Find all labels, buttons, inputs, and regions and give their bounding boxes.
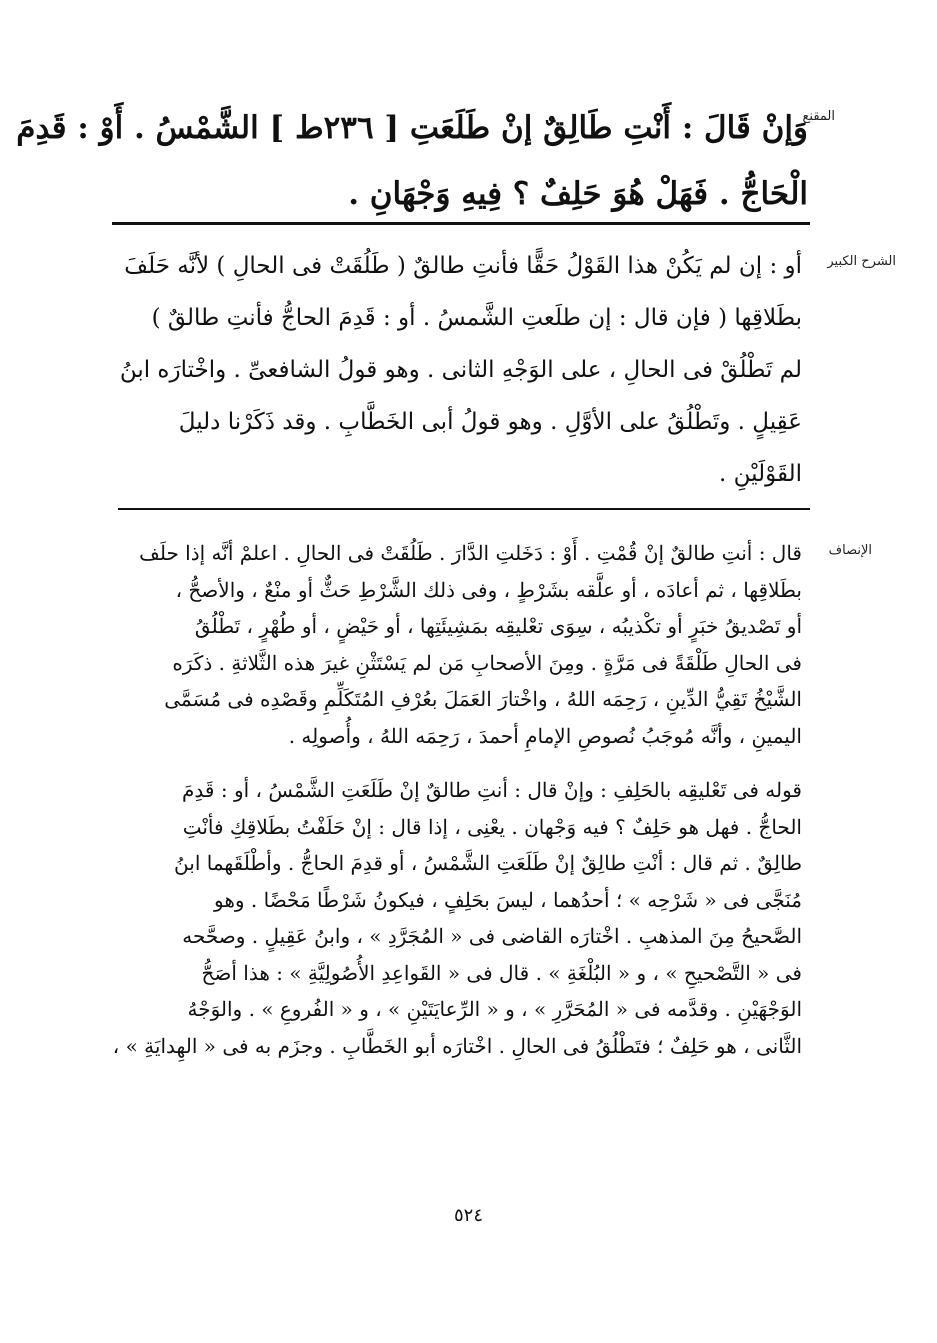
sharh-line: لم تَطْلُقْ فى الحالِ ، على الوَجْهِ الثانى . وهو قولُ الشافعىِّ . واخْتارَه ابنُ bbox=[119, 357, 802, 383]
insaf-line: طالِقٌ . ثم قال : أنْتِ طالِقٌ إنْ طَلَعَتِ الشَّمْسُ ، أو قدِمَ الحاجُّ . وأطْلَقَهما ابنُ bbox=[174, 851, 802, 875]
insaf-line: فى « التَّصْحيحِ » ، و « البُلْغَةِ » . قال فى « القَواعِدِ الأُصُولِيَّةِ » : هذا أصَحُّ bbox=[201, 960, 802, 985]
insaf-line: اليمينِ ، وأنَّه مُوجَبُ نُصوصِ الإمامِ أحمدَ ، رَحِمَه اللهُ ، وأُصولِه . bbox=[288, 723, 802, 748]
sharh-text bbox=[112, 240, 802, 500]
insaf-line: مُنَجَّى فى « شَرْحِه » ؛ أحدُهما ، ليسَ بحَلِفٍ ، فيكونُ شَرْطًا مَحْضًا . وهو bbox=[213, 887, 802, 912]
muqni-text bbox=[16, 95, 808, 227]
sharh-line: القَوْلَيْنِ . bbox=[719, 461, 802, 487]
insaf-line: قال : أنتِ طالقٌ إنْ قُمْتِ . أَوْ : دَخَلتِ الدَّارَ . طَلُقَتْ فى الحالِ . اعلمْ أنَّه إذا حلَف bbox=[139, 541, 802, 565]
insaf-text bbox=[112, 535, 802, 1064]
sharh-line: بطَلاقِها ( فإن قال : إن طلَعتِ الشَّمسُ . أو : قَدِمَ الحاجُّ فأنتِ طالقٌ ) bbox=[151, 305, 802, 331]
sharh-line: أو : إن لم يَكُنْ هذا القَوْلُ حَقًّا فأنتِ طالقٌ ( طَلُقَتْ فى الحالِ ) لأنَّه حَلَفَ bbox=[124, 253, 802, 279]
insaf-line: الثَّانى ، هو حَلِفٌ ؛ فتَطْلُقُ فى الحالِ . اخْتارَه أبو الخَطَّابِ . وجزَم به فى « الهِدايَةِ » ، bbox=[112, 1033, 802, 1058]
insaf-line: فى الحالِ طَلْقَةً فى مَرَّةٍ . ومِنَ الأصحابِ مَن لم يَسْتَثْنِ غيرَ هذه الثَّلاثةِ . ذكَرَه bbox=[172, 650, 802, 675]
insaf-line: الوَجْهَيْنِ . وقدَّمه فى « المُحَرَّرِ » ، و « الرِّعايَتَيْنِ » ، و « الفُروعِ » . والوَجْهُ bbox=[187, 997, 802, 1021]
insaf-line: الصَّحيحُ مِنَ المذهبِ . اخْتارَه القاضى فى « المُجَرَّدِ » ، وابنُ عَقِيلٍ . وصحَّحه bbox=[182, 924, 802, 948]
page-number: ٥٢٤ bbox=[453, 1205, 483, 1226]
muqni-line: وَإنْ قَالَ : أَنْتِ طَالِقٌ إنْ طَلَعَتِ [ ٢٣٦ط ] الشَّمْسُ . أَوْ : قَدِمَ bbox=[16, 110, 808, 146]
insaf-line: قوله فى تَعْليقِه بالحَلِفِ : وإنْ قال : أنتِ طالقٌ إنْ طَلَعَتِ الشَّمْسُ ، أو : قَدِمَ bbox=[182, 778, 802, 802]
sharh-line: عَقِيلٍ . وتَطْلُقُ على الأوَّلِ . وهو قولُ أبى الخَطَّابِ . وقد ذَكَرْنا دليلَ bbox=[178, 409, 802, 435]
insaf-line: أو تَصْديقُ خبَرٍ أو تكْذيبُه ، سِوَى تعْليقِه بمَشِيئَتِها ، أو حَيْضٍ ، أو طُهْرٍ ، تَطْلُقُ bbox=[194, 614, 802, 638]
insaf-line: الشَّيْخُ تَقِيُّ الدِّينِ ، رَحِمَه اللهُ ، واخْتارَ العَمَلَ بعُرْفِ المُتَكَلِّمِ وقَصْدِه فى مُسَمَّى bbox=[164, 687, 802, 711]
insaf-paragraph bbox=[112, 772, 802, 1064]
muqni-label: المقنع bbox=[802, 109, 835, 124]
insaf-line: بطَلاقِها ، ثم أعادَه ، أو علَّقه بشَرْطٍ ، وفى ذلك الشَّرْطِ حَثٌّ أو منْعٌ ، والأصحُّ ، bbox=[175, 577, 802, 602]
insaf-paragraph bbox=[112, 535, 802, 754]
section-divider-thick bbox=[112, 222, 810, 225]
section-divider-thin bbox=[118, 508, 810, 510]
insaf-line: الحاجُّ . فهل هو حَلِفٌ ؟ فيه وَجْهان . يعْنِى ، إذا قال : إنْ حَلَفْتُ بطَلاقِكِ فأنْتِ bbox=[182, 814, 802, 839]
insaf-label: الإنصاف bbox=[828, 543, 872, 558]
sharh-label: الشرح الكبير bbox=[827, 254, 896, 269]
muqni-line: الْحَاجُّ . فَهَلْ هُوَ حَلِفٌ ؟ فِيهِ وَجْهَانِ . bbox=[348, 176, 808, 212]
